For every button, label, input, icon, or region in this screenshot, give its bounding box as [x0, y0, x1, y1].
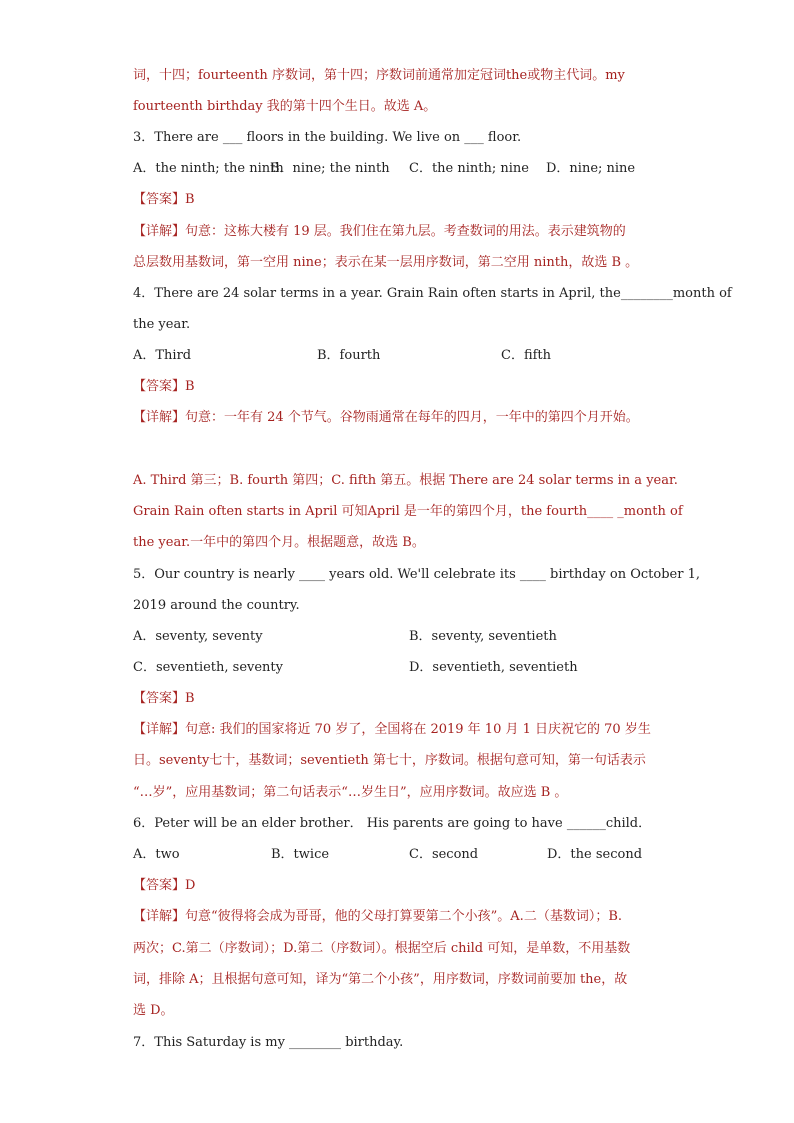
question-4-stem: 4．There are 24 solar terms in a year. Grain Rain often starts in April, the________month of: [133, 286, 732, 301]
explain-line: 总层数用基数词，第一空用 nine；表示在某一层用序数词，第二空用 ninth，故选 B 。: [133, 255, 639, 270]
question-5-stem: 5．Our country is nearly ____ years old. We'll celebrate its ____ birthday on October 1,: [133, 567, 700, 582]
explain-line: 【详解】句意：一年有 24 个节气。谷物雨通常在每年的四月，一年中的第四个月开始。: [133, 410, 639, 425]
explain-line: 【详解】句意: 我们的国家将近 70 岁了，全国将在 2019 年 10 月 1 日庆祝它的 70 岁生: [133, 722, 651, 737]
option-c: C．fifth: [501, 348, 552, 363]
question-5-options-row1: [133, 628, 693, 646]
question-4-options: [133, 347, 583, 365]
explain-line: fourteenth birthday 我的第十四个生日。故选 A。: [133, 99, 437, 114]
answer-label: 【答案】B: [133, 691, 195, 706]
answer-label: 【答案】B: [133, 192, 195, 207]
option-a: A．seventy, seventy: [133, 629, 263, 644]
option-c: C．the ninth; nine: [409, 161, 529, 176]
question-5-stem-cont: 2019 around the country.: [133, 598, 300, 613]
explain-line: 两次；C.第二（序数词）；D.第二（序数词）。根据空后 child 可知，是单数，不用基数: [133, 941, 631, 956]
option-d: D．seventieth, seventieth: [409, 660, 578, 675]
question-6-stem: 6．Peter will be an elder brother． His parents are going to have ______child．: [133, 816, 652, 831]
option-c: C．second: [409, 847, 479, 862]
option-c: C．seventieth, seventy: [133, 660, 284, 675]
explain-line: the year.一年中的第四个月。根据题意，故选 B。: [133, 535, 425, 550]
option-a: A．the ninth; the ninth: [133, 161, 284, 176]
question-6-options: [133, 846, 653, 864]
question-3-stem: 3．There are ___ floors in the building. We live on ___ floor.: [133, 130, 522, 145]
option-b: B．fourth: [317, 348, 381, 363]
explain-line: Grain Rain often starts in April 可知April 是一年的第四个月，the fourth____ _month of: [133, 504, 683, 519]
explain-line: A. Third 第三；B. fourth 第四；C. fifth 第五。根据 There are 24 solar terms in a year.: [133, 473, 678, 488]
option-d: D．the second: [547, 847, 643, 862]
explain-line: 【详解】句意：这栋大楼有 19 层。我们住在第九层。考查数词的用法。表示建筑物的: [133, 224, 626, 239]
explain-line: 词，十四；fourteenth 序数词，第十四；序数词前通常加定冠词the或物主代词。my: [133, 68, 625, 83]
question-3-options: [133, 160, 636, 178]
option-a: A．two: [133, 847, 180, 862]
option-a: A．Third: [133, 348, 192, 363]
option-b: B．nine; the ninth: [270, 161, 390, 176]
explain-line: 日。seventy七十，基数词；seventieth 第七十，序数词。根据句意可知，第一句话表示: [133, 753, 646, 768]
answer-label: 【答案】B: [133, 379, 195, 394]
question-5-options-row2: [133, 659, 693, 677]
option-b: B．twice: [271, 847, 330, 862]
explain-line: “…岁”，应用基数词；第二句话表示“…岁生日”，应用序数词。故应选 B 。: [133, 785, 568, 800]
option-b: B．seventy, seventieth: [409, 629, 557, 644]
question-7-stem: 7．This Saturday is my ________ birthday.: [133, 1035, 404, 1050]
explain-line: 词，排除 A；且根据句意可知，译为“第二个小孩”，用序数词，序数词前要加 the，故: [133, 972, 628, 987]
question-4-stem-cont: the year.: [133, 317, 191, 332]
explain-line: 【详解】句意“彼得将会成为哥哥，他的父母打算要第二个小孩”。A.二（基数词）；B.: [133, 909, 622, 924]
option-d: D．nine; nine: [546, 161, 636, 176]
answer-label: 【答案】D: [133, 878, 196, 893]
explain-line: 选 D。: [133, 1003, 174, 1018]
